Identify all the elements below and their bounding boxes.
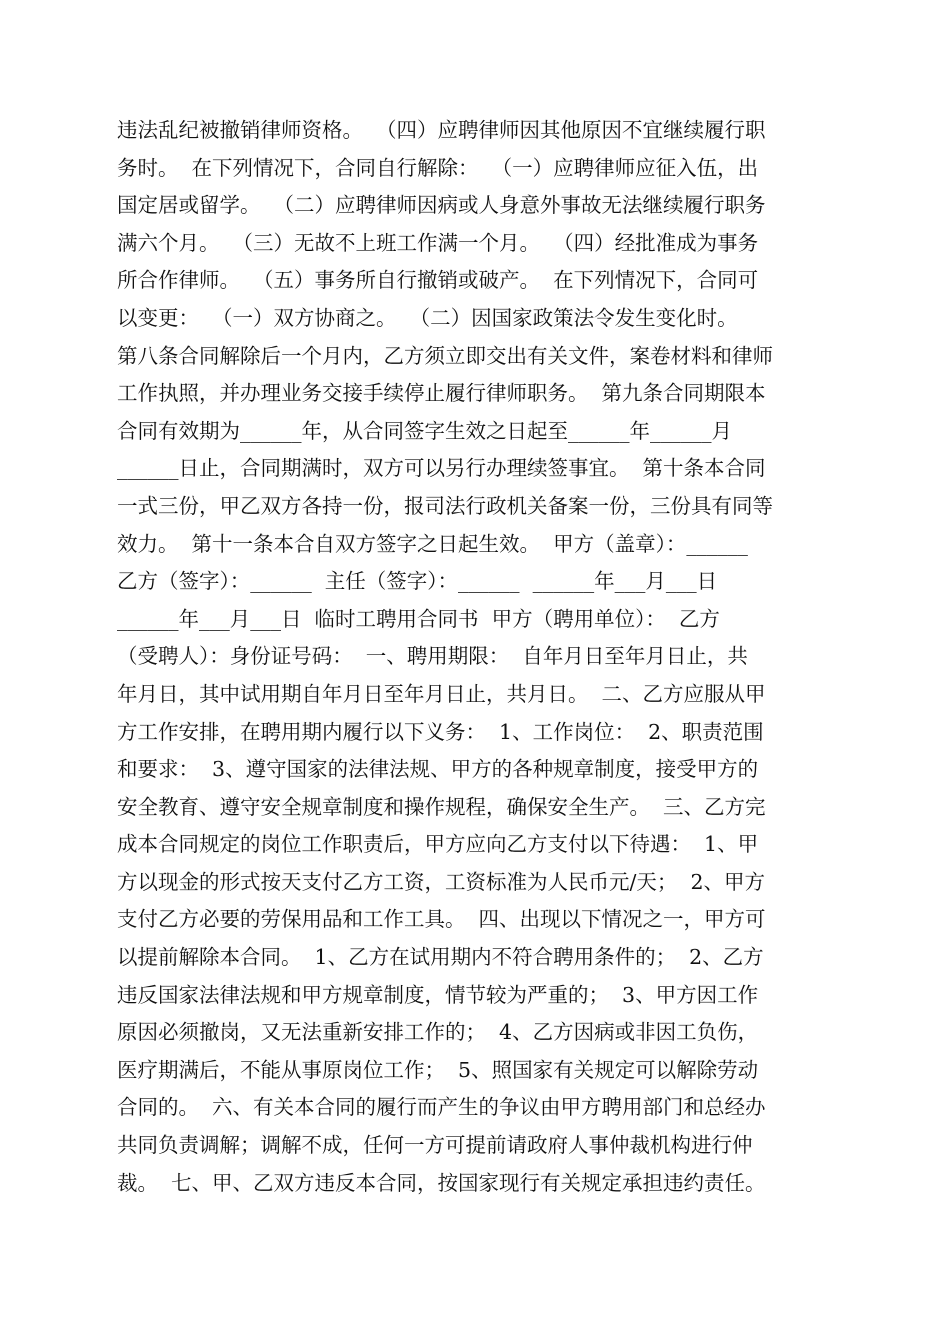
text-line: 工作执照，并办理业务交接手续停止履行律师职务。 第九条合同期限本 — [117, 381, 766, 406]
text-line: 合同有效期为______年，从合同签字生效之日起至______年______月 — [117, 418, 732, 443]
text-line: 支付乙方必要的劳保用品和工作工具。 四、出现以下情况之一，甲方可 — [117, 907, 766, 932]
text-line: 所合作律师。 （五）事务所自行撤销或破产。 在下列情况下，合同可 — [117, 268, 759, 293]
text-line: 第八条合同解除后一个月内，乙方须立即交出有关文件，案卷材料和律师 — [117, 343, 773, 368]
text-line: （受聘人）：身份证号码： 一、聘用期限： 自年月日至年月日止，共 — [117, 644, 748, 669]
text-line: 年月日，其中试用期自年月日至年月日止，共月日。 二、乙方应服从甲 — [117, 681, 766, 706]
text-line: 违法乱纪被撤销律师资格。 （四）应聘律师因其他原因不宜继续履行职 — [117, 118, 766, 142]
text-line: 务时。 在下列情况下，合同自行解除： （一）应聘律师应征入伍，出 — [117, 155, 759, 180]
text-line: 医疗期满后，不能从事原岗位工作； 5、照国家有关规定可以解除劳动 — [117, 1057, 759, 1082]
text-line: 违反国家法律法规和甲方规章制度，情节较为严重的； 3、甲方因工作 — [117, 982, 759, 1007]
text-line: 合同的。 六、有关本合同的履行而产生的争议由甲方聘用部门和总经办 — [117, 1095, 766, 1120]
text-line: 乙方（签字）：______ 主任（签字）：______ ______年___月___日 — [117, 569, 718, 594]
text-line: 和要求： 3、遵守国家的法律法规、甲方的各种规章制度，接受甲方的 — [117, 757, 759, 782]
contract-body-text — [117, 112, 837, 1202]
text-line: 方以现金的形式按天支付乙方工资，工资标准为人民币元/天； 2、甲方 — [117, 869, 765, 894]
text-line: 原因必须撤岗，又无法重新安排工作的； 4、乙方因病或非因工负伤， — [117, 1020, 759, 1045]
text-line: ______日止，合同期满时，双方可以另行办理续签事宜。 第十条本合同 — [117, 456, 766, 481]
text-line: ______年___月___日 临时工聘用合同书 甲方（聘用单位）： 乙方 — [117, 606, 720, 631]
text-line: 以变更： （一）双方协商之。 （二）因国家政策法令发生变化时。 — [117, 305, 738, 330]
text-line: 效力。 第十一条本合自双方签字之日起生效。 甲方（盖章）：______ — [117, 531, 748, 556]
text-line: 成本合同规定的岗位工作职责后，甲方应向乙方支付以下待遇： 1、甲 — [117, 832, 759, 857]
text-line: 裁。 七、甲、乙双方违反本合同，按国家现行有关规定承担违约责任。 — [117, 1170, 766, 1195]
text-line: 以提前解除本合同。 1、乙方在试用期内不符合聘用条件的； 2、乙方 — [117, 945, 764, 970]
text-line: 一式三份，甲乙双方各持一份，报司法行政机关备案一份，三份具有同等 — [117, 493, 773, 518]
text-line: 满六个月。 （三）无故不上班工作满一个月。 （四）经批准成为事务 — [117, 230, 759, 255]
text-line: 国定居或留学。 （二）应聘律师因病或人身意外事故无法继续履行职务 — [117, 193, 766, 218]
text-line: 方工作安排，在聘用期内履行以下义务： 1、工作岗位： 2、职责范围 — [117, 719, 764, 744]
text-line: 共同负责调解；调解不成，任何一方可提前请政府人事仲裁机构进行仲 — [117, 1133, 753, 1158]
text-line: 安全教育、遵守安全规章制度和操作规程，确保安全生产。 三、乙方完 — [117, 794, 766, 819]
